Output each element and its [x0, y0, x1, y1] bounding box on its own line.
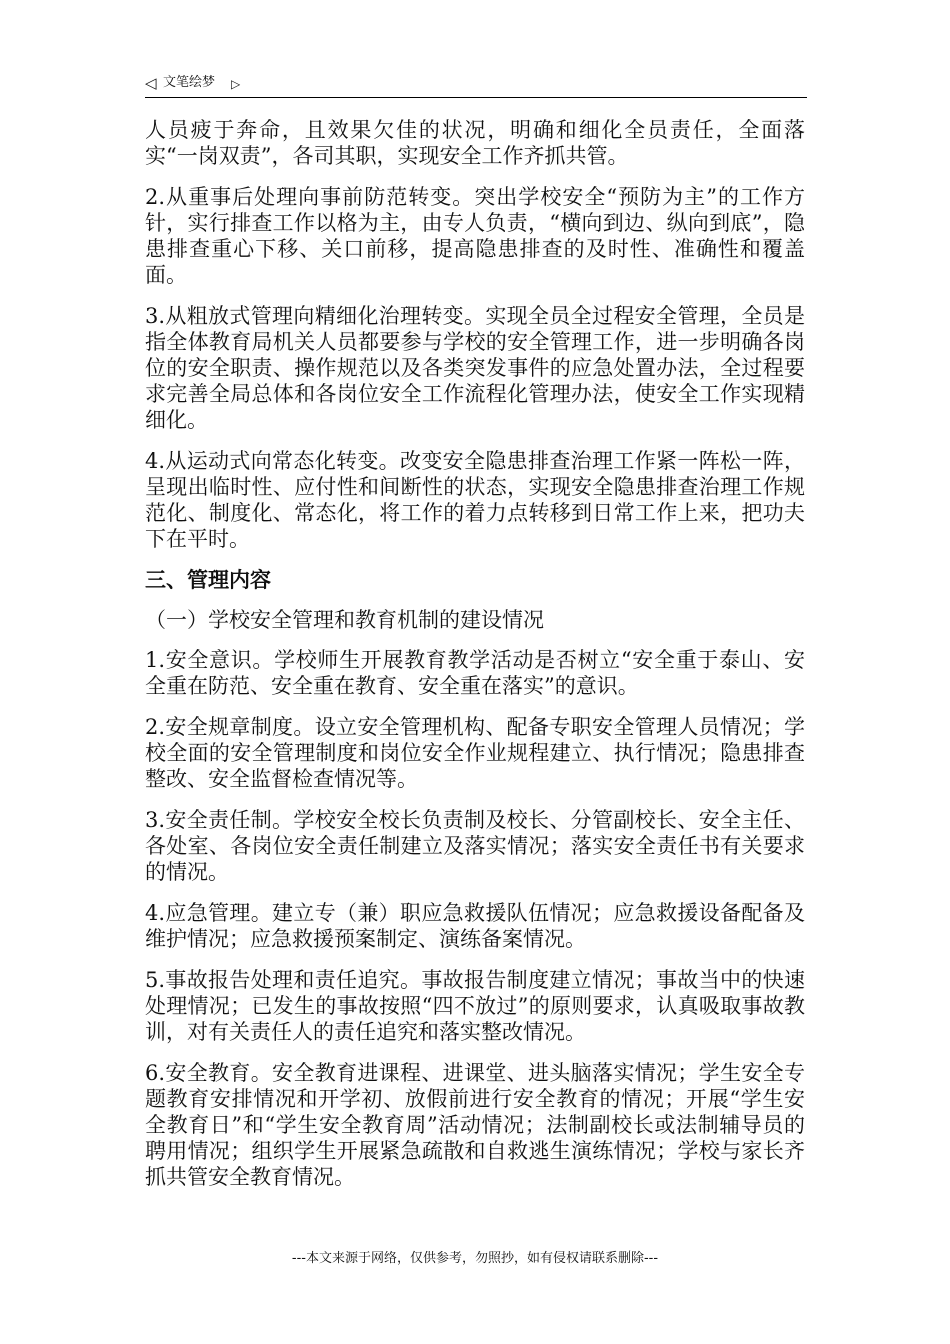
footer-disclaimer: ---本文来源于网络，仅供参考，勿照抄，如有侵权请联系删除---	[291, 1251, 659, 1266]
section-heading: 三、管理内容	[145, 568, 271, 592]
list-item: 6.安全教育。安全教育进课程、进课堂、进头脑落实情况；学生安全专题教育安排情况和开学初、放假前进行安全教育的情况；开展“学生安全教育日”和“学生安全教育周”活动情况；法制副校长或法制辅导员的聘用情况；组织学生开展紧急疏散和自救逃生演练情况；学校与家长齐抓共管安全教育情况。	[145, 1061, 805, 1189]
paragraph: 4.从运动式向常态化转变。改变安全隐患排查治理工作紧一阵松一阵，呈现出临时性、应付性和间断性的状态，实现安全隐患排查治理工作规范化、制度化、常态化，将工作的着力点转移到日常工作上来，把功夫下在平时。	[145, 449, 805, 551]
page-header	[145, 72, 807, 98]
list-item: 5.事故报告处理和责任追究。事故报告制度建立情况；事故当中的快速处理情况；已发生的事故按照“四不放过”的原则要求，认真吸取事故教训，对有关责任人的责任追究和落实整改情况。	[145, 968, 805, 1044]
list-item: 3.安全责任制。学校安全校长负责制及校长、分管副校长、安全主任、各处室、各岗位安全责任制建立及落实情况；落实安全责任书有关要求的情况。	[145, 808, 805, 884]
list-item: 1.安全意识。学校师生开展教育教学活动是否树立“安全重于泰山、安全重在防范、安全重在教育、安全重在落实”的意识。	[145, 648, 805, 698]
list-item: 2.安全规章制度。设立安全管理机构、配备专职安全管理人员情况；学校全面的安全管理制度和岗位安全作业规程建立、执行情况；隐患排查整改、安全监督检查情况等。	[145, 715, 805, 791]
paragraph: 3.从粗放式管理向精细化治理转变。实现全员全过程安全管理，全员是指全体教育局机关人员都要参与学校的安全管理工作，进一步明确各岗位的安全职责、操作规范以及各类突发事件的应急处置办法，全过程要求完善全局总体和各岗位安全工作流程化管理办法，使安全工作实现精细化。	[145, 304, 805, 432]
document-body	[145, 117, 805, 1205]
right-triangle-icon: ▷	[231, 77, 241, 91]
left-triangle-icon: ◁	[145, 74, 157, 92]
paragraph: 2.从重事后处理向事前防范转变。突出学校安全“预防为主”的工作方针，实行排查工作以格为主，由专人负责，“横向到边、纵向到底”，隐患排查重心下移、关口前移，提高隐患排查的及时性、准确性和覆盖面。	[145, 185, 805, 287]
header-brand: 文笔绘梦	[163, 75, 216, 90]
header-rule	[145, 97, 807, 98]
subheading: （一）学校安全管理和教育机制的建设情况	[145, 608, 544, 632]
list-item: 4.应急管理。建立专（兼）职应急救援队伍情况；应急救援设备配备及维护情况；应急救援预案制定、演练备案情况。	[145, 901, 805, 951]
paragraph: 人员疲于奔命，且效果欠佳的状况，明确和细化全员责任，全面落实“一岗双责”，各司其职，实现安全工作齐抓共管。	[145, 118, 805, 168]
